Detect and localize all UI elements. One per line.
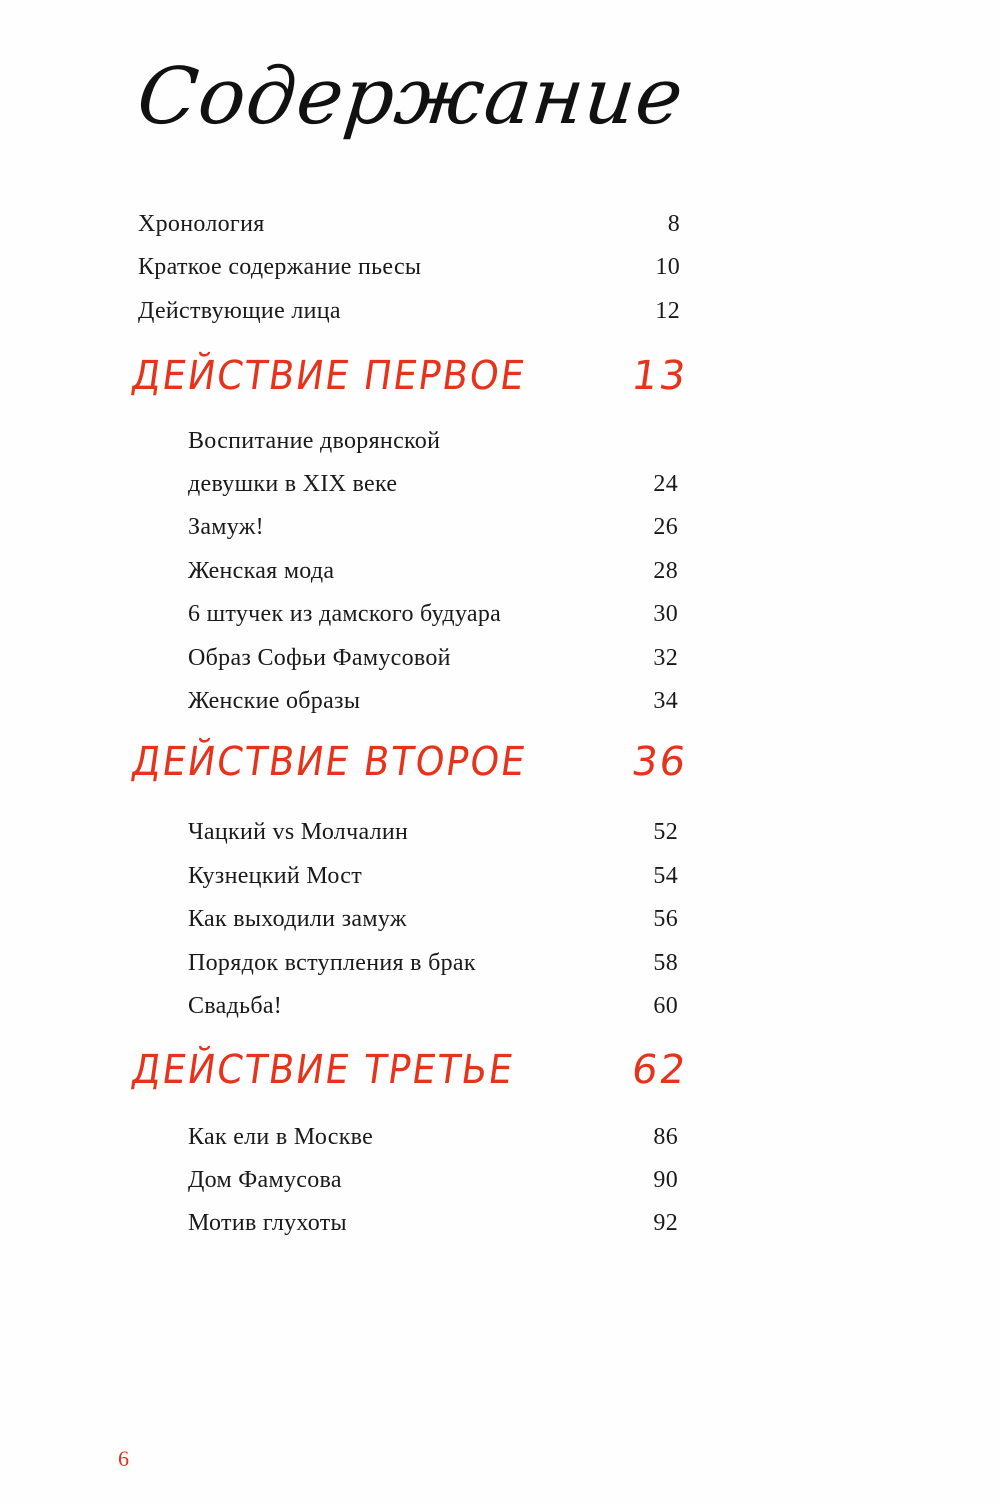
toc-entry-page: 56 [653, 905, 678, 932]
act-heading-label: ДЕЙСТВИЕ ПЕРВОЕ [128, 353, 529, 399]
act-heading-3[interactable] [128, 1042, 691, 1098]
toc-entry-label: Мотив глухоты [188, 1209, 347, 1236]
toc-entry-page: 30 [653, 600, 678, 627]
toc-entry-page: 90 [653, 1166, 678, 1193]
act-heading-label: ДЕЙСТВИЕ ВТОРОЕ [128, 739, 530, 785]
toc-entry[interactable] [188, 594, 678, 634]
toc-entry-label: 6 штучек из дамского будуара [188, 600, 502, 627]
toc-entry-page: 28 [653, 557, 678, 584]
toc-entry-label: Кузнецкий Мост [188, 862, 363, 889]
toc-entry-label: Краткое содержание пьесы [138, 253, 422, 280]
toc-entry[interactable] [188, 507, 678, 547]
toc-entry-page: 32 [653, 644, 678, 671]
act-heading-label: ДЕЙСТВИЕ ТРЕТЬЕ [128, 1047, 518, 1093]
toc-entry-page: 54 [653, 862, 678, 889]
toc-entry-label: девушки в XIX веке [188, 470, 398, 497]
toc-entry-label: Замуж! [188, 513, 264, 540]
toc-entry-label: Хронология [138, 210, 265, 237]
toc-entry[interactable] [188, 421, 678, 461]
toc-entry-label: Чацкий vs Молчалин [188, 818, 409, 845]
toc-entry-label: Порядок вступления в брак [188, 949, 476, 976]
toc-entry[interactable] [138, 204, 680, 244]
page-number: 6 [118, 1446, 129, 1471]
act-heading-page: 36 [628, 739, 691, 785]
act-heading-2[interactable] [128, 734, 691, 790]
toc-entry[interactable] [188, 551, 678, 591]
toc-entry-label: Образ Софьи Фамусовой [188, 644, 451, 671]
toc-entry-label: Дом Фамусова [188, 1166, 342, 1193]
toc-entry-page: 52 [653, 818, 678, 845]
toc-entry-page: 24 [653, 470, 678, 497]
toc-entry[interactable] [138, 291, 680, 331]
toc-entry-label: Свадьба! [188, 992, 283, 1019]
toc-entry[interactable] [188, 1203, 678, 1243]
toc-entry-label: Женская мода [188, 557, 335, 584]
toc-entry[interactable] [188, 464, 678, 504]
toc-entry[interactable] [188, 943, 678, 983]
toc-entry-page: 86 [653, 1123, 678, 1150]
act-heading-page: 62 [628, 1047, 691, 1093]
toc-entry[interactable] [188, 1117, 678, 1157]
toc-entry-page: 58 [653, 949, 678, 976]
toc-entry-label: Действующие лица [138, 297, 341, 324]
toc-entry[interactable] [138, 247, 680, 287]
toc-entry-label: Воспитание дворянской [188, 427, 441, 454]
page-title: Содержание [133, 52, 688, 142]
toc-entry[interactable] [188, 856, 678, 896]
toc-entry-label: Женские образы [188, 687, 361, 714]
toc-entry[interactable] [188, 899, 678, 939]
toc-entry[interactable] [188, 1160, 678, 1200]
toc-entry[interactable] [188, 812, 678, 852]
act-heading-page: 13 [628, 353, 691, 399]
toc-entry-label: Как выходили замуж [188, 905, 407, 932]
toc-entry-page: 12 [655, 297, 680, 324]
toc-entry-page: 26 [653, 513, 678, 540]
toc-entry[interactable] [188, 986, 678, 1026]
toc-entry-label: Как ели в Москве [188, 1123, 374, 1150]
act-heading-1[interactable] [128, 348, 691, 404]
toc-entry[interactable] [188, 681, 678, 721]
toc-entry[interactable] [188, 638, 678, 678]
toc-entry-page: 10 [655, 253, 680, 280]
toc-entry-page: 92 [653, 1209, 678, 1236]
toc-entry-page: 60 [653, 992, 678, 1019]
toc-entry-page: 34 [653, 687, 678, 714]
toc-entry-page: 8 [667, 210, 680, 237]
